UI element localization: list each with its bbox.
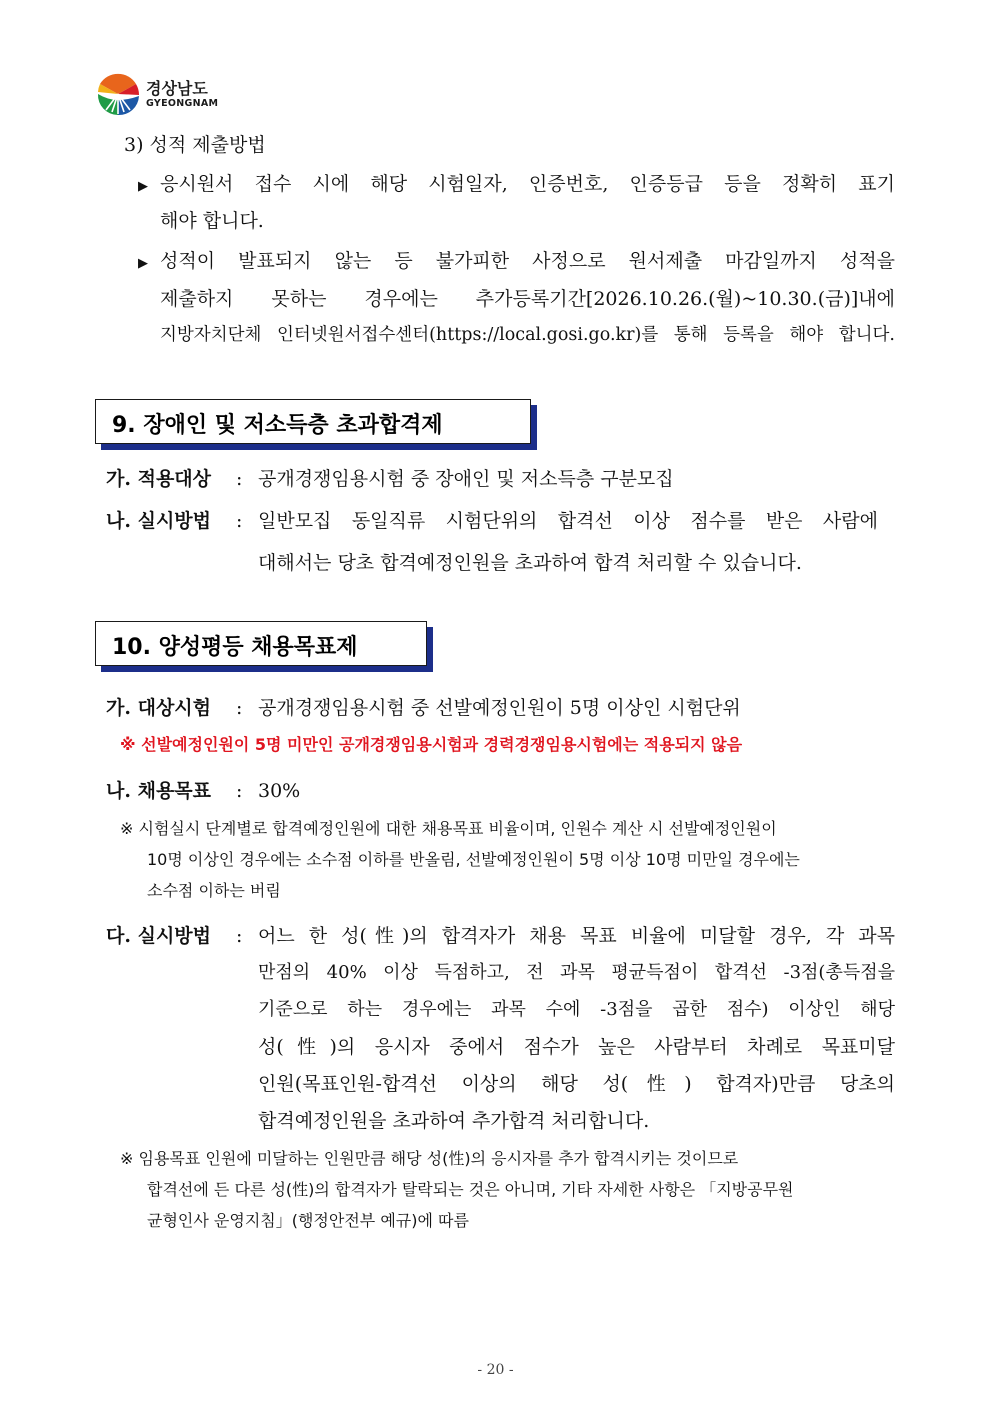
section9-b-text-line1: 일반모집 동일직류 시험단위의 합격선 이상 점수를 받은 사람에 <box>258 510 878 532</box>
section9-b-label: 나. 실시방법 <box>106 510 211 532</box>
bullet2-line1: 성적이 발표되지 않는 등 불가피한 사정으로 원서제출 마감일까지 성적을 <box>160 250 895 272</box>
section10-title: 10. 양성평등 채용목표제 <box>112 635 358 660</box>
section10-b-label: 나. 채용목표 <box>106 780 211 802</box>
bullet1-line1: 응시원서 접수 시에 해당 시험일자, 인증번호, 인증등급 등을 정확히 표기 <box>160 173 895 195</box>
subsection-title: 3) 성적 제출방법 <box>124 134 266 156</box>
section10-a-label: 가. 대상시험 <box>106 697 211 719</box>
section10-b-note-line3: 소수점 이하는 버림 <box>147 881 281 900</box>
colon: : <box>236 510 243 532</box>
section10-c-text-line5: 인원(목표인원-합격선 이상의 해당 성(性) 합격자)만큼 당초의 <box>258 1073 895 1095</box>
triangle-bullet-icon: ▶ <box>138 255 148 270</box>
section10-a-warning: ※ 선발예정인원이 5명 미만인 공개경쟁임용시험과 경력경쟁임용시험에는 적용되지 않음 <box>120 735 743 754</box>
colon: : <box>236 468 243 490</box>
colon: : <box>236 780 243 802</box>
section10-b-note-line1: ※ 시험실시 단계별로 합격예정인원에 대한 채용목표 비율이며, 인원수 계산 시 선발예정인원이 <box>120 819 777 838</box>
gyeongnam-emblem-icon <box>96 70 140 116</box>
logo-korean-text: 경상남도 <box>146 79 208 98</box>
section10-b-text: 30% <box>258 780 301 802</box>
section10-heading-box <box>95 621 427 666</box>
colon: : <box>236 925 243 947</box>
section10-c-label: 다. 실시방법 <box>106 925 211 947</box>
section9-a-label: 가. 적용대상 <box>106 468 211 490</box>
section9-heading-box <box>95 399 531 444</box>
gyeongnam-logo <box>96 70 226 118</box>
colon: : <box>236 697 243 719</box>
section10-c-text-line4: 성(性)의 응시자 중에서 점수가 높은 사람부터 차례로 목표미달 <box>258 1036 895 1058</box>
page-number: - 20 - <box>477 1362 514 1378</box>
triangle-bullet-icon: ▶ <box>138 178 148 193</box>
section10-c-note-line2: 합격선에 든 다른 성(性)의 합격자가 탈락되는 것은 아니며, 기타 자세한 사항은 「지방공무원 <box>147 1180 794 1199</box>
section10-c-text-line6: 합격예정인원을 초과하여 추가합격 처리합니다. <box>258 1110 650 1132</box>
section9-title: 9. 장애인 및 저소득층 초과합격제 <box>112 413 443 438</box>
section10-c-note-line1: ※ 임용목표 인원에 미달하는 인원만큼 해당 성(性)의 응시자를 추가 합격시키는 것이므로 <box>120 1149 739 1168</box>
section10-c-note-line3: 균형인사 운영지침」(행정안전부 예규)에 따름 <box>147 1211 469 1230</box>
section10-c-text-line1: 어느 한 성(性)의 합격자가 채용 목표 비율에 미달할 경우, 각 과목 <box>258 925 895 947</box>
bullet2-line3: 지방자치단체 인터넷원서접수센터(https://local.gosi.go.kr)를 통해 등록을 해야 합니다. <box>160 325 895 345</box>
section10-a-text: 공개경쟁임용시험 중 선발예정인원이 5명 이상인 시험단위 <box>258 697 741 719</box>
section10-c-text-line2: 만점의 40% 이상 득점하고, 전 과목 평균득점이 합격선 -3점(총득점을 <box>258 962 895 983</box>
section9-b-text-line2: 대해서는 당초 합격예정인원을 초과하여 합격 처리할 수 있습니다. <box>258 552 802 574</box>
section10-b-note-line2: 10명 이상인 경우에는 소수점 이하를 반올림, 선발예정인원이 5명 이상 10명 미만일 경우에는 <box>147 850 800 869</box>
section10-c-text-line3: 기준으로 하는 경우에는 과목 수에 -3점을 곱한 점수) 이상인 해당 <box>258 999 895 1020</box>
bullet2-line2: 제출하지 못하는 경우에는 추가등록기간[2026.10.26.(월)~10.30.(금)]내에 <box>160 288 895 310</box>
bullet1-line2: 해야 합니다. <box>160 210 264 232</box>
logo-english-text: GYEONGNAM <box>146 98 219 109</box>
section9-a-text: 공개경쟁임용시험 중 장애인 및 저소득층 구분모집 <box>258 468 674 490</box>
